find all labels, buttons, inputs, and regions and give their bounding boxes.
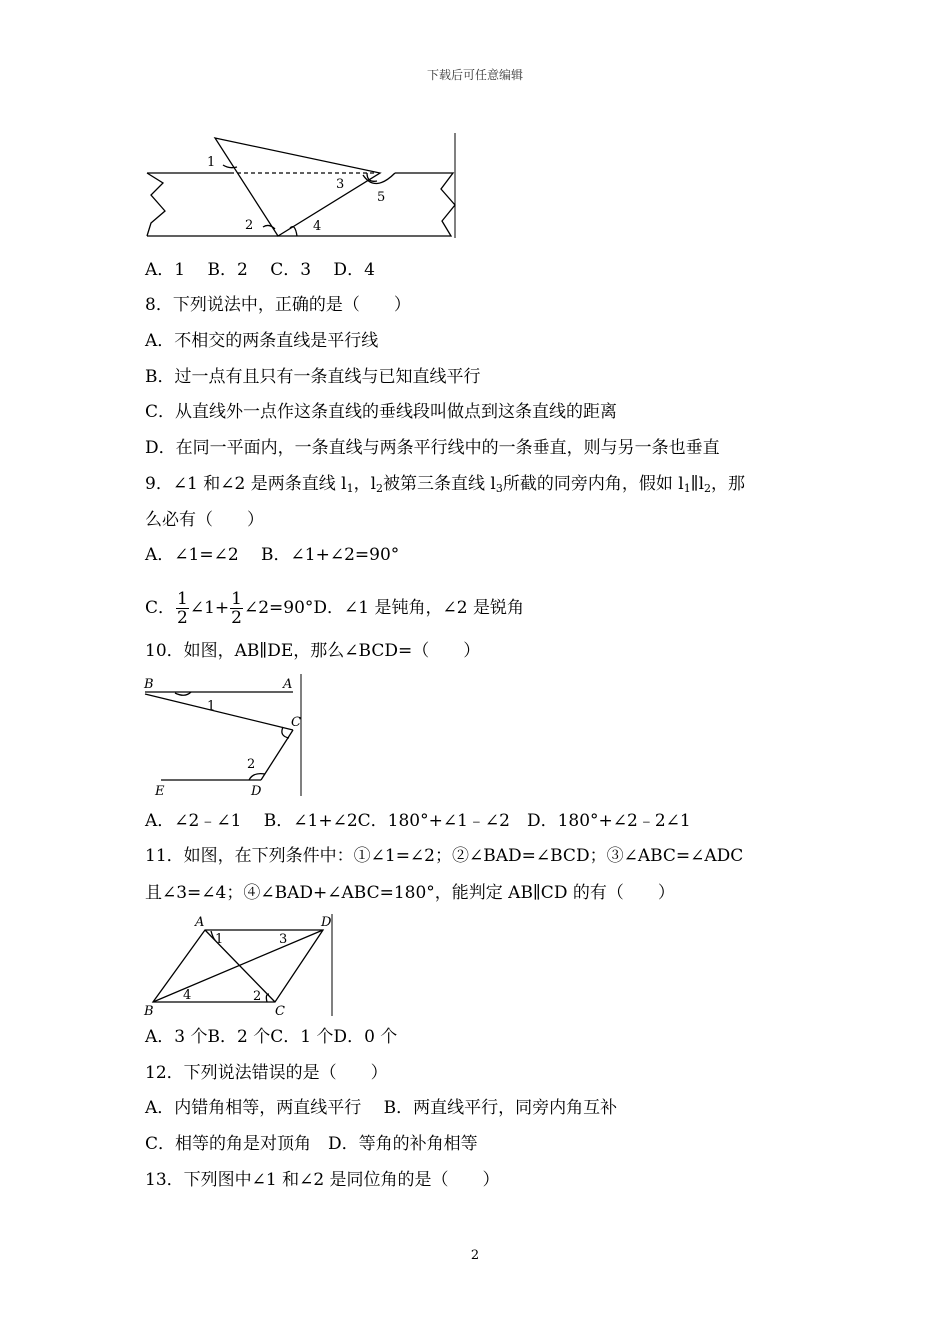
page-number: 2 xyxy=(470,1248,480,1263)
q11-line2: 且∠3=∠4；④∠BAD+∠ABC=180°，能判定 AB∥CD 的有（ ） xyxy=(145,883,675,903)
page-header: 下载后可任意编辑 xyxy=(426,68,523,82)
label-D: D xyxy=(251,784,262,798)
q9-stem: 9．∠1 和∠2 是两条直线 $l_1$，$l_2$被第三条直线 $l_3$所截的同旁内角，假如 $l_1\parallel l_2$，那 xyxy=(145,474,746,495)
q9-options-ab: A．∠1=∠2 B．∠1+∠2=90° xyxy=(145,545,400,565)
q12-stem: 12．下列说法错误的是（ ） xyxy=(145,1063,388,1083)
q8-option-a: A．不相交的两条直线是平行线 xyxy=(145,331,379,351)
label-A: A xyxy=(283,677,293,692)
label-1: 1 xyxy=(207,155,216,170)
label-3: 3 xyxy=(336,177,345,192)
label-C: C xyxy=(275,1004,285,1018)
q7-options: A．1 B．2 C．3 D．4 xyxy=(145,260,375,280)
arc-1 xyxy=(223,165,237,168)
label-5: 5 xyxy=(377,190,386,205)
q10-options: A．∠2﹣∠1 B．∠1+∠2C．180°+∠1﹣∠2 D．180°+∠2﹣2∠1 xyxy=(145,811,691,831)
line-bc xyxy=(145,694,293,730)
q13-stem: 13．下列图中∠1 和∠2 是同位角的是（ ） xyxy=(145,1170,500,1190)
label-2: 2 xyxy=(245,218,254,233)
fraction-half-2: $\frac{1}{2}$ xyxy=(231,589,242,628)
label-2: 2 xyxy=(247,757,256,772)
q12-options-ab: A．内错角相等，两直线平行 B．两直线平行，同旁内角互补 xyxy=(145,1098,618,1118)
label-4: 4 xyxy=(183,988,192,1003)
label-1: 1 xyxy=(207,699,216,714)
label-2: 2 xyxy=(253,989,262,1004)
label-1: 1 xyxy=(215,932,224,947)
q12-options-cd: C．相等的角是对顶角 D．等角的补角相等 xyxy=(145,1134,478,1154)
q11-line1: 11．如图，在下列条件中：①∠1=∠2；②∠BAD=∠BCD；③∠ABC=∠ADC xyxy=(145,846,744,866)
fraction-half-1: $\frac{1}{2}$ xyxy=(177,589,188,628)
label-4: 4 xyxy=(313,219,322,234)
q9-stem-line2: 么必有（ ） xyxy=(145,510,264,530)
q7-figure xyxy=(145,133,457,241)
label-D: D xyxy=(321,915,332,930)
q8-stem: 8．下列说法中，正确的是（ ） xyxy=(145,295,411,315)
q11-figure xyxy=(143,914,335,1018)
label-B: B xyxy=(144,677,154,692)
q10-figure xyxy=(143,674,305,798)
q9-options-cd: C． $\frac{1}{2}$ ∠1+ $\frac{1}{2}$ ∠2=90°D．∠1 是钝角，∠2 是锐角 xyxy=(145,589,524,628)
right-zigzag xyxy=(439,173,455,236)
left-zigzag xyxy=(147,173,165,236)
label-E: E xyxy=(155,784,165,798)
q8-option-b: B．过一点有且只有一条直线与已知直线平行 xyxy=(145,367,481,387)
q11-options: A．3 个B．2 个C．1 个D．0 个 xyxy=(145,1027,398,1047)
q10-stem: 10．如图，AB∥DE，那么∠BCD=（ ） xyxy=(145,641,481,661)
triangle xyxy=(215,138,380,236)
label-C: C xyxy=(291,715,301,730)
q8-option-d: D．在同一平面内，一条直线与两条平行线中的一条垂直，则与另一条也垂直 xyxy=(145,438,720,458)
label-3: 3 xyxy=(279,932,288,947)
label-A: A xyxy=(195,915,205,930)
q8-option-c: C．从直线外一点作这条直线的垂线段叫做点到这条直线的距离 xyxy=(145,402,618,422)
label-B: B xyxy=(144,1004,154,1018)
